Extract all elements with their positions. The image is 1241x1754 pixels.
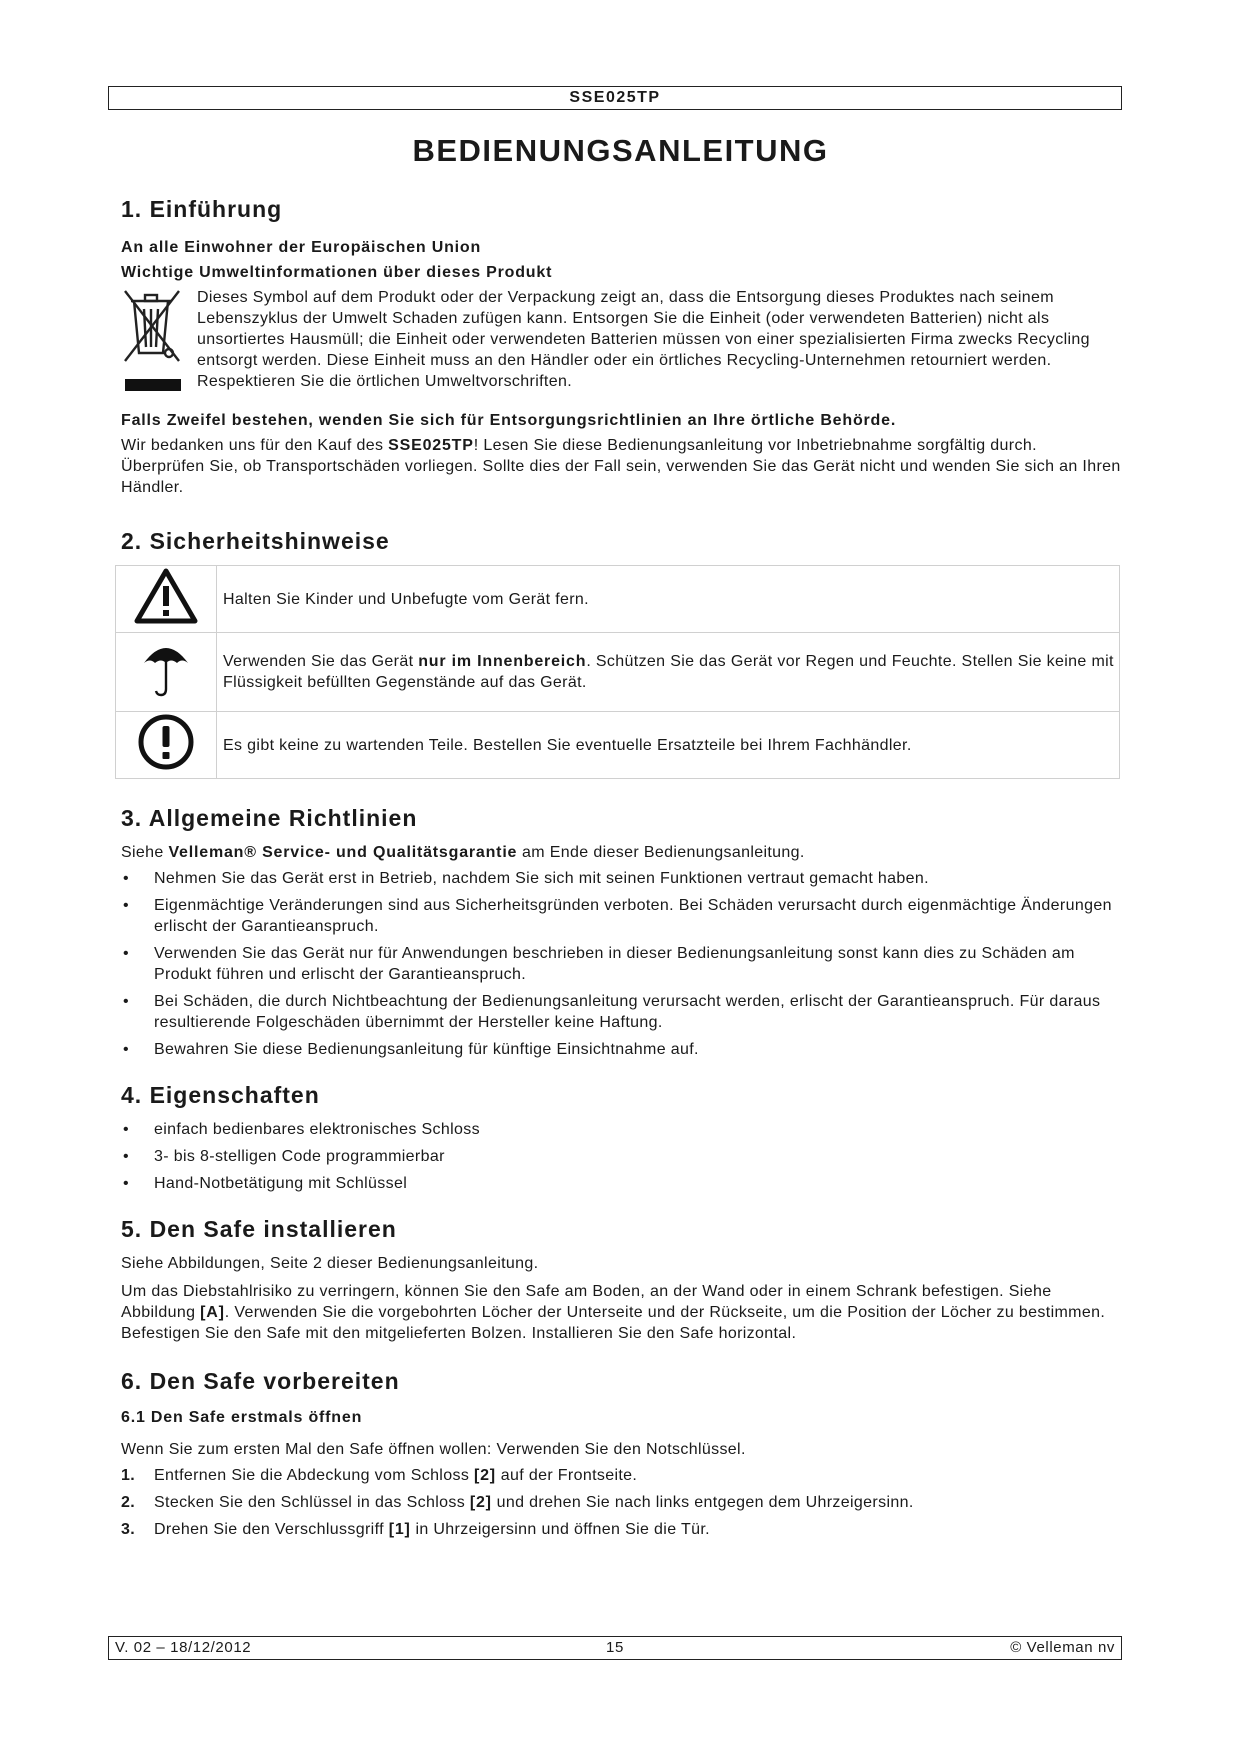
list-item: • Verwenden Sie das Gerät nur für Anwendungen beschrieben in dieser Bedienungsanleitung sonst kann dies zu Schäden am Produkt führen und erlischt der Garantieanspruch.: [123, 945, 1075, 983]
eu-residents-line: An alle Einwohner der Europäischen Union: [121, 239, 482, 256]
list-item: • 3- bis 8-stelligen Code programmierbar: [123, 1148, 445, 1165]
weee-bin-icon: [121, 287, 197, 402]
safety-text-indoor: Verwenden Sie das Gerät nur im Innenbereich. Schützen Sie das Gerät vor Regen und Feuchte. Stellen Sie keine mit Flüssigkeit befüllten Gegenstände auf das Gerät.: [217, 633, 1120, 712]
indoor-only-emphasis: nur im Innenbereich: [418, 653, 587, 670]
first-open-steps: [121, 1465, 1121, 1540]
exclamation-circle-icon: [137, 713, 195, 771]
list-item: 2. Stecken Sie den Schlüssel in das Schloss [2] und drehen Sie nach links entgegen dem Uhrzeigersinn.: [121, 1494, 914, 1511]
env-info-line: Wichtige Umweltinformationen über dieses Produkt: [121, 264, 553, 281]
list-item: • Hand-Notbetätigung mit Schlüssel: [123, 1175, 408, 1192]
figure-ref-a: [A]: [200, 1304, 225, 1321]
first-open-intro: Wenn Sie zum ersten Mal den Safe öffnen wollen: Verwenden Sie den Notschlüssel.: [121, 1441, 746, 1458]
safety-text-children: Halten Sie Kinder und Unbefugte vom Gerät fern.: [217, 566, 1120, 633]
list-item: • Bewahren Sie diese Bedienungsanleitung für künftige Einsichtnahme auf.: [123, 1041, 699, 1058]
footer-copyright: © Velleman nv: [1010, 1639, 1115, 1656]
list-item: • einfach bedienbares elektronisches Schloss: [123, 1121, 480, 1138]
safety-text-parts: Es gibt keine zu wartenden Teile. Bestellen Sie eventuelle Ersatzteile bei Ihrem Fachhändler.: [217, 712, 1120, 779]
guarantee-intro: Siehe Velleman® Service- und Qualitätsgarantie am Ende dieser Bedienungsanleitung.: [121, 844, 805, 861]
safety-row-parts: [116, 712, 1120, 779]
weee-block: [121, 287, 1121, 402]
doubt-notice: Falls Zweifel bestehen, wenden Sie sich für Entsorgungsrichtlinien an Ihre örtliche Behörde.: [121, 412, 897, 429]
umbrella-icon: [141, 639, 191, 699]
safety-row-children: [116, 566, 1120, 633]
header-model-box: [108, 86, 1122, 110]
footer-box: [108, 1636, 1122, 1660]
weee-text: Dieses Symbol auf dem Produkt oder der Verpackung zeigt an, dass die Entsorgung dieses Produktes nach seinem Lebenszyklus der Umwelt Schaden zufügen kann. Entsorgen Sie die Einheit (oder verwendeten Batterien) nicht als unsortiertes Hausmüll; die Einheit oder verwendeten Batterien müssen von einer spezialisierten Firma zwecks Recycling entsorgt werden. Diese Einheit muss an den Händler oder ein örtliches Recycling-Unternehmen retourniert werden. Respektieren Sie die örtlichen Umweltvorschriften.: [197, 289, 1090, 390]
thanks-paragraph: Wir bedanken uns für den Kauf des SSE025TP! Lesen Sie diese Bedienungsanleitung vor Inbetriebnahme sorgfältig durch. Überprüfen Sie, ob Transportschäden vorliegen. Sollte dies der Fall sein, verwenden Sie das Gerät nicht und wenden Sie sich an Ihren Händler.: [121, 437, 1121, 496]
install-paragraph: Um das Diebstahlrisiko zu verringern, können Sie den Safe am Boden, an der Wand oder in einem Schrank befestigen. Siehe Abbildung [A]. Verwenden Sie die vorgebohrten Löcher der Unterseite und der Rückseite, um die Position der Löcher zu bestimmen. Befestigen Sie den Safe mit den mitgelieferten Bolzen. Installieren Sie den Safe horizontal.: [121, 1283, 1106, 1342]
list-item: 1. Entfernen Sie die Abdeckung vom Schloss [2] auf der Frontseite.: [121, 1467, 638, 1484]
list-item: • Bei Schäden, die durch Nichtbeachtung der Bedienungsanleitung verursacht werden, erlischt der Garantieanspruch. Für daraus resultierende Folgeschäden übernimmt der Hersteller keine Haftung.: [123, 993, 1101, 1031]
header-model: SSE025TP: [569, 89, 661, 106]
section-6-1-heading: 6.1 Den Safe erstmals öffnen: [121, 1409, 363, 1426]
section-3-heading: 3. Allgemeine Richtlinien: [121, 805, 418, 831]
warning-triangle-icon: [133, 567, 199, 625]
list-item: • Eigenmächtige Veränderungen sind aus Sicherheitsgründen verboten. Bei Schäden verursacht durch eigenmächtige Änderungen erlischt der Garantieanspruch.: [123, 897, 1112, 935]
page-title: BEDIENUNGSANLEITUNG: [412, 133, 829, 168]
section-2-heading: 2. Sicherheitshinweise: [121, 528, 390, 554]
section-6-heading: 6. Den Safe vorbereiten: [121, 1368, 400, 1394]
footer-version: V. 02 – 18/12/2012: [115, 1639, 252, 1656]
guidelines-list: [121, 868, 1121, 1060]
safety-row-indoor: [116, 633, 1120, 712]
safety-table: [115, 565, 1120, 779]
footer-page-number: 15: [606, 1639, 624, 1656]
guarantee-emphasis: Velleman® Service- und Qualitätsgarantie: [168, 844, 518, 861]
section-5-heading: 5. Den Safe installieren: [121, 1216, 397, 1242]
list-item: • Nehmen Sie das Gerät erst in Betrieb, nachdem Sie sich mit seinen Funktionen vertraut gemacht haben.: [123, 870, 929, 887]
section-4-heading: 4. Eigenschaften: [121, 1082, 320, 1108]
thanks-model: SSE025TP: [388, 437, 474, 454]
content: [121, 196, 1121, 1546]
install-see-figures: Siehe Abbildungen, Seite 2 dieser Bedienungsanleitung.: [121, 1255, 539, 1272]
list-item: 3. Drehen Sie den Verschlussgriff [1] in Uhrzeigersinn und öffnen Sie die Tür.: [121, 1521, 710, 1538]
features-list: [121, 1119, 1121, 1194]
section-1-heading: 1. Einführung: [121, 196, 283, 222]
